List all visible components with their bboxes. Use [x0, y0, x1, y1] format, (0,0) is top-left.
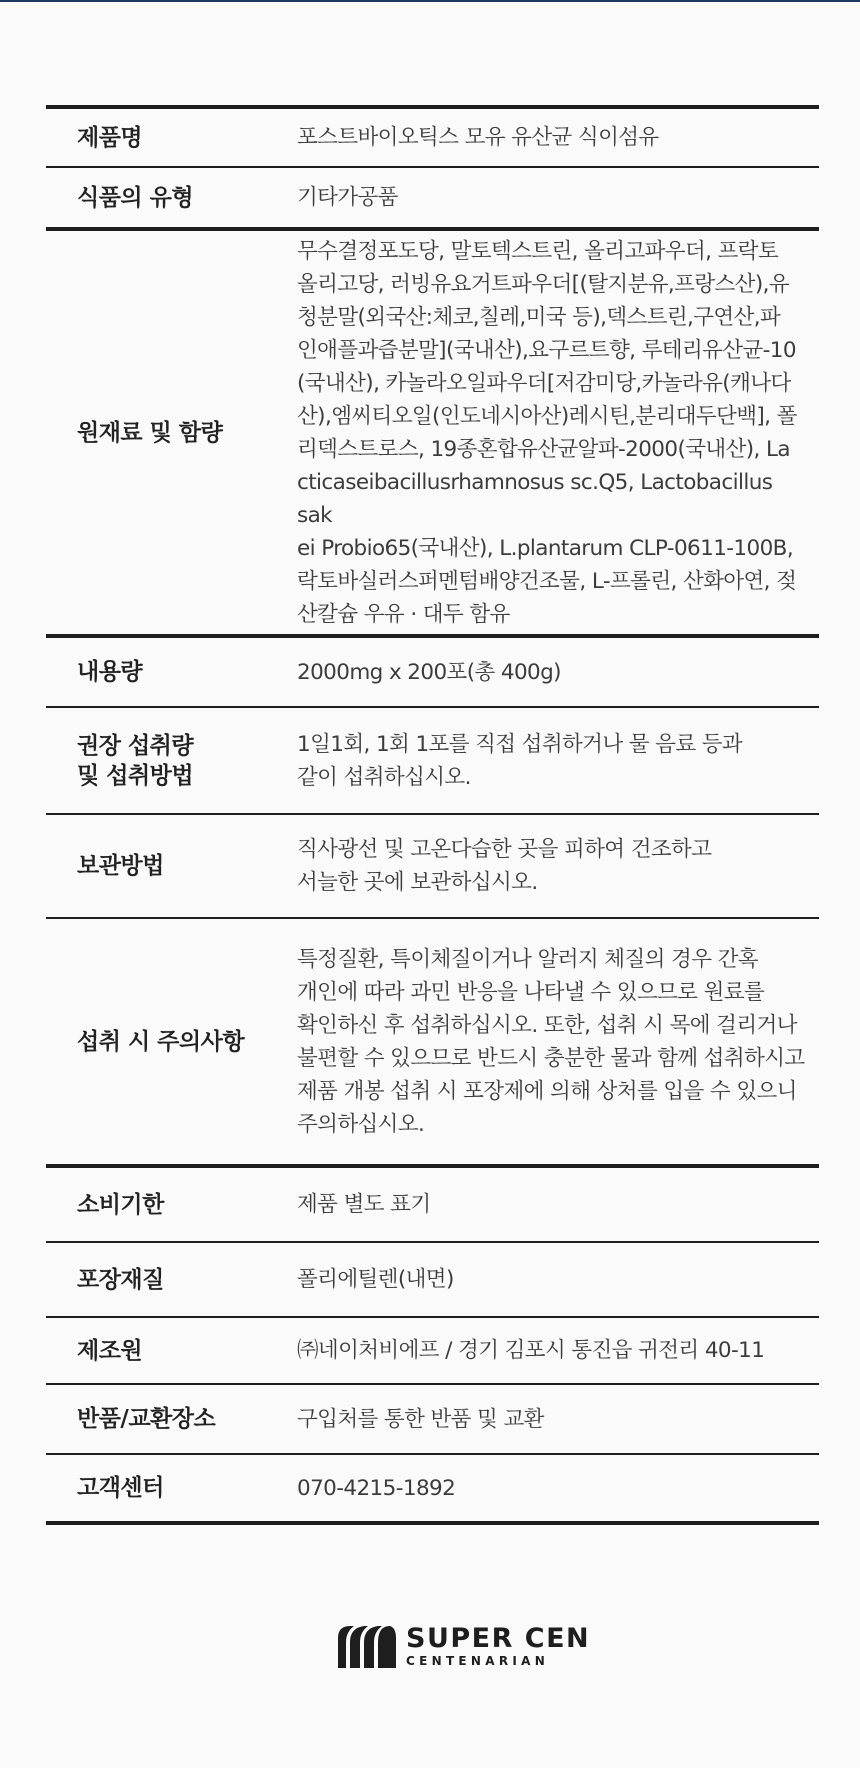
value-food-type: 기타가공품 [297, 185, 398, 210]
label-food-type: 식품의 유형 [77, 184, 194, 211]
value-returns: 구입처를 통한 반품 및 교환 [297, 1406, 544, 1432]
label-ingredients: 원재료 및 함량 [77, 419, 223, 446]
product-info-table [46, 105, 819, 1525]
row-food-type [46, 167, 819, 229]
brand-logo [336, 1624, 590, 1670]
row-returns [46, 1384, 819, 1454]
label-net-content: 내용량 [77, 659, 143, 685]
label-manufacturer: 제조원 [77, 1337, 143, 1364]
row-customer-center [46, 1454, 819, 1523]
label-customer-center: 고객센터 [77, 1475, 164, 1501]
value-ingredients: 무수결정포도당, 말토텍스트린, 올리고파우더, 프락토 올리고당, 러빙유요거트파우더[(탈지분유,프랑스산),유 청분말(외국산:체코,칠레,미국 등),덱스트린,구연산,파 인애플과즙분말](국내산),요구르트향, 루테리유산균-10 (국내산), 카놀라오일파우더[저감미당,카놀라유(캐나다 산),엠씨티오일(인도네시아산)레시틴,분리대두단백], 폴 리덱스트로스, 19종혼합유산균알파-2000(국내산), La cticaseibacillusrhamnosus sc.Q5, Lactobacillus sak ei Probio65(국내산), L.plantarum CLP-0611-100B, 락토바실러스퍼멘텀배양건조물, L-프롤린, 산화아연, 젖 산칼슘 우유 · 대두 함유 [297, 238, 797, 627]
row-product-name [46, 107, 819, 167]
brand-logo-main: SUPER CEN [406, 1623, 591, 1654]
brand-logo-sub: CENTENARIAN [406, 1654, 550, 1668]
row-storage [46, 814, 819, 918]
value-precautions: 특정질환, 특이체질이거나 알러지 체질의 경우 간혹 개인에 따라 과민 반응을 나타낼 수 있으므로 원료를 확인하신 후 섭취하십시오. 또한, 섭취 시 목에 걸리거나 불편할 수 있으므로 반드시 충분한 물과 함께 섭취하시고 제품 개봉 섭취 시 포장제에 의해 상처를 입을 수 있으니 주의하십시오. [297, 946, 805, 1137]
value-storage: 직사광선 및 고온다습한 곳을 피하여 건조하고 서늘한 곳에 보관하십시오. [297, 837, 712, 895]
row-ingredients [46, 229, 819, 636]
value-net-content: 2000mg x 200포(총 400g) [297, 659, 561, 685]
label-packaging: 포장재질 [77, 1266, 164, 1293]
label-storage: 보관방법 [77, 853, 164, 879]
value-manufacturer: ㈜네이처비에프 / 경기 김포시 통진읍 귀전리 40-11 [297, 1338, 765, 1363]
label-expiry: 소비기한 [77, 1191, 164, 1218]
row-expiry [46, 1166, 819, 1242]
row-precautions [46, 918, 819, 1166]
value-expiry: 제품 별도 표기 [297, 1192, 431, 1217]
value-recommended-intake: 1일1회, 1회 1포를 직접 섭취하거나 물 음료 등과 같이 섭취하십시오. [297, 731, 743, 790]
row-recommended-intake [46, 707, 819, 814]
brand-logo-text [406, 1625, 590, 1669]
value-packaging: 폴리에틸렌(내면) [297, 1267, 454, 1292]
label-returns: 반품/교환장소 [77, 1406, 216, 1432]
brand-logo-mark-icon [336, 1624, 398, 1670]
top-accent-line [0, 0, 860, 2]
value-customer-center: 070-4215-1892 [297, 1475, 456, 1501]
value-product-name: 포스트바이오틱스 모유 유산균 식이섬유 [297, 125, 659, 150]
label-precautions: 섭취 시 주의사항 [77, 1028, 245, 1055]
label-product-name: 제품명 [77, 124, 143, 151]
row-net-content [46, 636, 819, 707]
label-recommended-intake: 권장 섭취량 및 섭취방법 [77, 732, 194, 789]
row-packaging [46, 1242, 819, 1317]
row-manufacturer [46, 1317, 819, 1384]
